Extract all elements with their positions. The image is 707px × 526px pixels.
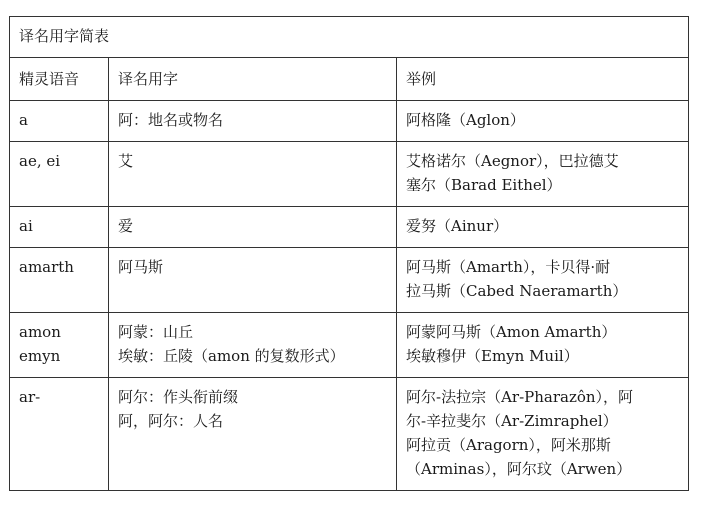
cell-line: emyn — [19, 347, 61, 365]
table-title-row — [10, 17, 689, 58]
cell-line: amarth — [19, 258, 74, 276]
cell-sound — [10, 378, 109, 491]
cell-chars — [109, 378, 397, 491]
table-row — [10, 101, 689, 142]
cell-examples — [397, 142, 689, 207]
header-chars: 译名用字 — [109, 58, 397, 101]
cell-line: 尔-辛拉斐尔（Ar-Zimraphel） — [406, 412, 618, 430]
cell-line: ai — [19, 217, 33, 235]
cell-examples — [397, 313, 689, 378]
glossary-table — [9, 16, 689, 491]
cell-line: 阿蒙阿马斯（Amon Amarth） — [406, 323, 617, 341]
cell-line: 艾 — [118, 152, 134, 170]
table-row — [10, 248, 689, 313]
cell-line: 爱 — [118, 217, 134, 235]
cell-examples — [397, 101, 689, 142]
cell-line: 阿尔-法拉宗（Ar-Pharazôn），阿 — [406, 388, 634, 406]
cell-line: 阿马斯 — [118, 258, 164, 276]
cell-chars — [109, 101, 397, 142]
cell-sound — [10, 101, 109, 142]
cell-line: 阿蒙：山丘 — [118, 323, 194, 341]
cell-sound — [10, 248, 109, 313]
cell-line: ar- — [19, 388, 41, 406]
cell-line: 拉马斯（Cabed Naeramarth） — [406, 282, 628, 300]
cell-line: 阿拉贡（Aragorn），阿米那斯 — [406, 436, 611, 454]
table-title: 译名用字简表 — [10, 17, 689, 58]
cell-line: （Arminas），阿尔玟（Arwen） — [406, 460, 632, 478]
cell-chars — [109, 142, 397, 207]
cell-line: 阿，阿尔：人名 — [118, 412, 224, 430]
header-sound: 精灵语音 — [10, 58, 109, 101]
cell-sound — [10, 207, 109, 248]
cell-line: 埃敏穆伊（Emyn Muil） — [406, 347, 579, 365]
cell-examples — [397, 248, 689, 313]
cell-chars — [109, 207, 397, 248]
cell-examples — [397, 207, 689, 248]
cell-examples — [397, 378, 689, 491]
table-row — [10, 207, 689, 248]
cell-line: 塞尔（Barad Eithel） — [406, 176, 562, 194]
cell-line: 爱努（Ainur） — [406, 217, 509, 235]
cell-line: 阿尔：作头衔前缀 — [118, 388, 239, 406]
cell-line: 阿马斯（Amarth），卡贝得·耐 — [406, 258, 611, 276]
cell-line: amon — [19, 323, 61, 341]
cell-line: a — [19, 111, 28, 129]
cell-sound — [10, 313, 109, 378]
cell-sound — [10, 142, 109, 207]
cell-line: ae, ei — [19, 152, 61, 170]
cell-chars — [109, 313, 397, 378]
table-header-row — [10, 58, 689, 101]
table-row — [10, 142, 689, 207]
cell-line: 阿格隆（Aglon） — [406, 111, 525, 129]
table-row — [10, 378, 689, 491]
cell-line: 阿：地名或物名 — [118, 111, 224, 129]
cell-chars — [109, 248, 397, 313]
table-row — [10, 313, 689, 378]
cell-line: 艾格诺尔（Aegnor），巴拉德艾 — [406, 152, 619, 170]
header-examples: 举例 — [397, 58, 689, 101]
cell-line: 埃敏：丘陵（amon 的复数形式） — [118, 347, 345, 365]
